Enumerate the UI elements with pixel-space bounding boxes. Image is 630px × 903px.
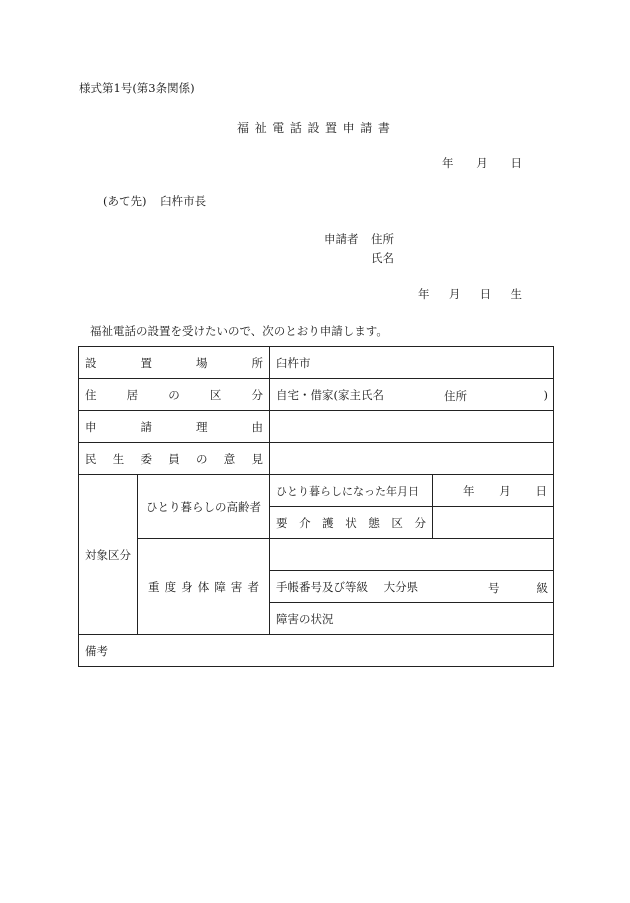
- welfare-opinion-label: 民 生 委 員 の 意 見: [79, 443, 270, 475]
- addressee-name: 臼杵市長: [160, 194, 207, 208]
- residence-type-value: 自宅・借家(家主氏名: [276, 387, 384, 402]
- notebook-label: 手帳番号及び等級: [276, 579, 368, 594]
- title-char: 請: [360, 121, 373, 135]
- birth-month-label: 月: [448, 287, 461, 301]
- addressee: [103, 193, 206, 209]
- title-char: 設: [307, 121, 320, 135]
- title-char: 祉: [254, 121, 267, 135]
- date-month-label: 月: [476, 156, 488, 170]
- title-char: 福: [237, 121, 250, 135]
- residence-type-label: 住 居 の 区 分: [79, 379, 270, 411]
- install-place-label: 設 置 場 所: [79, 347, 270, 379]
- date-day-label: 日: [510, 156, 522, 170]
- row-reason: [79, 411, 554, 443]
- applicant-name-label: 氏名: [371, 251, 394, 265]
- application-table: [78, 346, 554, 667]
- birth-date: [418, 286, 522, 302]
- category-label: 対象区分: [79, 475, 138, 635]
- birth-year-label: 年: [418, 287, 430, 301]
- grade-suffix: 級: [536, 581, 548, 595]
- title-char: 申: [342, 121, 355, 135]
- disabled-blank-field[interactable]: [270, 539, 554, 571]
- title-char: 置: [325, 121, 338, 135]
- reason-field[interactable]: [270, 411, 554, 443]
- birth-suffix-label: 生: [510, 287, 522, 301]
- prefecture-label: 大分県: [383, 579, 419, 594]
- elderly-since-field[interactable]: 年 月 日: [433, 475, 554, 507]
- applicant-address-label: 住所: [371, 232, 394, 246]
- row-welfare-opinion: [79, 443, 554, 475]
- title-char: 書: [377, 121, 390, 135]
- number-suffix: 号: [488, 581, 500, 595]
- row-remarks: [79, 635, 554, 667]
- disabled-label: 重 度 身 体 障 害 者: [138, 539, 270, 635]
- notebook-field[interactable]: [270, 571, 554, 603]
- row-residence-type: [79, 379, 554, 411]
- condition-label: 障害の状況: [276, 611, 334, 626]
- close-paren: ): [543, 388, 548, 402]
- birth-day-label: 日: [479, 287, 492, 301]
- condition-field[interactable]: [270, 603, 554, 635]
- welfare-opinion-field[interactable]: [270, 443, 554, 475]
- form-title: [237, 119, 390, 136]
- elderly-since-label: ひとり暮らしになった年月日: [270, 475, 433, 507]
- install-place-field[interactable]: [270, 347, 554, 379]
- addressee-prefix: (あて先): [103, 194, 147, 208]
- row-install-place: [79, 347, 554, 379]
- residence-type-field[interactable]: [270, 379, 554, 411]
- remarks-label: 備考: [85, 643, 108, 658]
- install-place-value: 臼杵市: [276, 355, 311, 370]
- date-year-label: 年: [442, 156, 454, 170]
- title-char: 電: [272, 121, 285, 135]
- reason-label: 申 請 理 由: [79, 411, 270, 443]
- application-date: [442, 155, 522, 171]
- remarks-field[interactable]: [79, 635, 554, 667]
- form-number: 様式第1号(第3条関係): [79, 81, 195, 95]
- elderly-label: ひとり暮らしの高齢者: [138, 475, 270, 539]
- care-level-field[interactable]: [433, 507, 554, 539]
- row-disabled-blank: [79, 539, 554, 571]
- landlord-address-label: 住所: [444, 389, 467, 403]
- applicant-label: 申請者: [324, 232, 359, 246]
- intro-text: 福祉電話の設置を受けたいので、次のとおり申請します。: [90, 324, 388, 338]
- care-level-label: 要 介 護 状 態 区 分: [270, 507, 433, 539]
- title-char: 話: [289, 121, 302, 135]
- row-elderly-since: [79, 475, 554, 507]
